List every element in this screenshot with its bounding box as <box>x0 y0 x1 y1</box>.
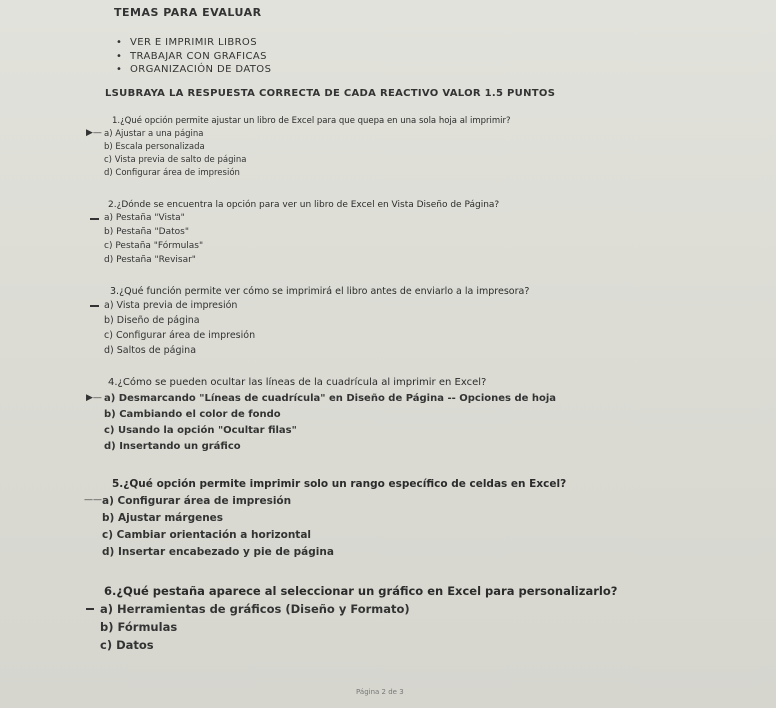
option-text: c) Vista previa de salto de página <box>104 155 247 165</box>
question-text: 3.¿Qué función permite ver cómo se imprimirá el libro antes de enviarlo a la impresora? <box>110 286 530 297</box>
answer-mark-icon <box>86 608 94 610</box>
option-text: c) Usando la opción "Ocultar filas" <box>104 425 297 436</box>
option-text: d) Pestaña "Revisar" <box>104 255 196 265</box>
option-text: b) Escala personalizada <box>104 142 205 152</box>
answer-mark-icon: ▶— <box>86 393 102 403</box>
option-text: a) Configurar área de impresión <box>102 495 292 507</box>
option-text: b) Diseño de página <box>104 315 200 326</box>
option-text: b) Cambiando el color de fondo <box>104 409 281 420</box>
topic-item: • VER E IMPRIMIR LIBROS <box>116 37 257 48</box>
option-text: d) Insertar encabezado y pie de página <box>102 546 334 558</box>
answer-mark-icon: ▶— <box>86 128 102 138</box>
question-text: 4.¿Cómo se pueden ocultar las líneas de la cuadrícula al imprimir en Excel? <box>108 377 487 388</box>
option-text: c) Pestaña "Fórmulas" <box>104 241 204 251</box>
option-text: d) Saltos de página <box>104 345 197 356</box>
page-title: TEMAS PARA EVALUAR <box>114 6 262 19</box>
option-text: b) Ajustar márgenes <box>102 512 224 524</box>
question-text: 5.¿Qué opción permite imprimir solo un rango específico de celdas en Excel? <box>112 478 567 490</box>
option-text: c) Cambiar orientación a horizontal <box>102 529 312 541</box>
answer-mark-icon <box>90 305 99 307</box>
question-text: 6.¿Qué pestaña aparece al seleccionar un gráfico en Excel para personalizarlo? <box>104 584 618 598</box>
topic-item: • TRABAJAR CON GRAFICAS <box>116 51 267 62</box>
option-text: b) Pestaña "Datos" <box>104 227 189 237</box>
option-text: b) Fórmulas <box>100 620 178 634</box>
topic-item: • ORGANIZACIÓN DE DATOS <box>116 64 272 75</box>
question-text: 2.¿Dónde se encuentra la opción para ver un libro de Excel en Vista Diseño de Página? <box>108 200 500 210</box>
option-text: a) Desmarcando "Líneas de cuadrícula" en Diseño de Página -- Opciones de hoja <box>104 393 557 404</box>
page-footer: Página 2 de 3 <box>356 688 404 696</box>
instructions: LSUBRAYA LA RESPUESTA CORRECTA DE CADA REACTIVO VALOR 1.5 PUNTOS <box>105 88 556 99</box>
option-text: a) Herramientas de gráficos (Diseño y Formato) <box>100 602 410 616</box>
question-text: 1.¿Qué opción permite ajustar un libro de Excel para que quepa en una sola hoja al imprimir? <box>112 116 511 126</box>
option-text: c) Configurar área de impresión <box>104 330 256 341</box>
option-text: d) Configurar área de impresión <box>104 168 240 178</box>
answer-mark-icon <box>90 218 99 220</box>
option-text: c) Datos <box>100 638 154 652</box>
option-text: a) Pestaña "Vista" <box>104 213 185 223</box>
answer-mark-icon: —— <box>84 495 102 505</box>
option-text: a) Ajustar a una página <box>104 129 204 139</box>
option-text: d) Insertando un gráfico <box>104 441 241 452</box>
option-text: a) Vista previa de impresión <box>104 300 238 311</box>
